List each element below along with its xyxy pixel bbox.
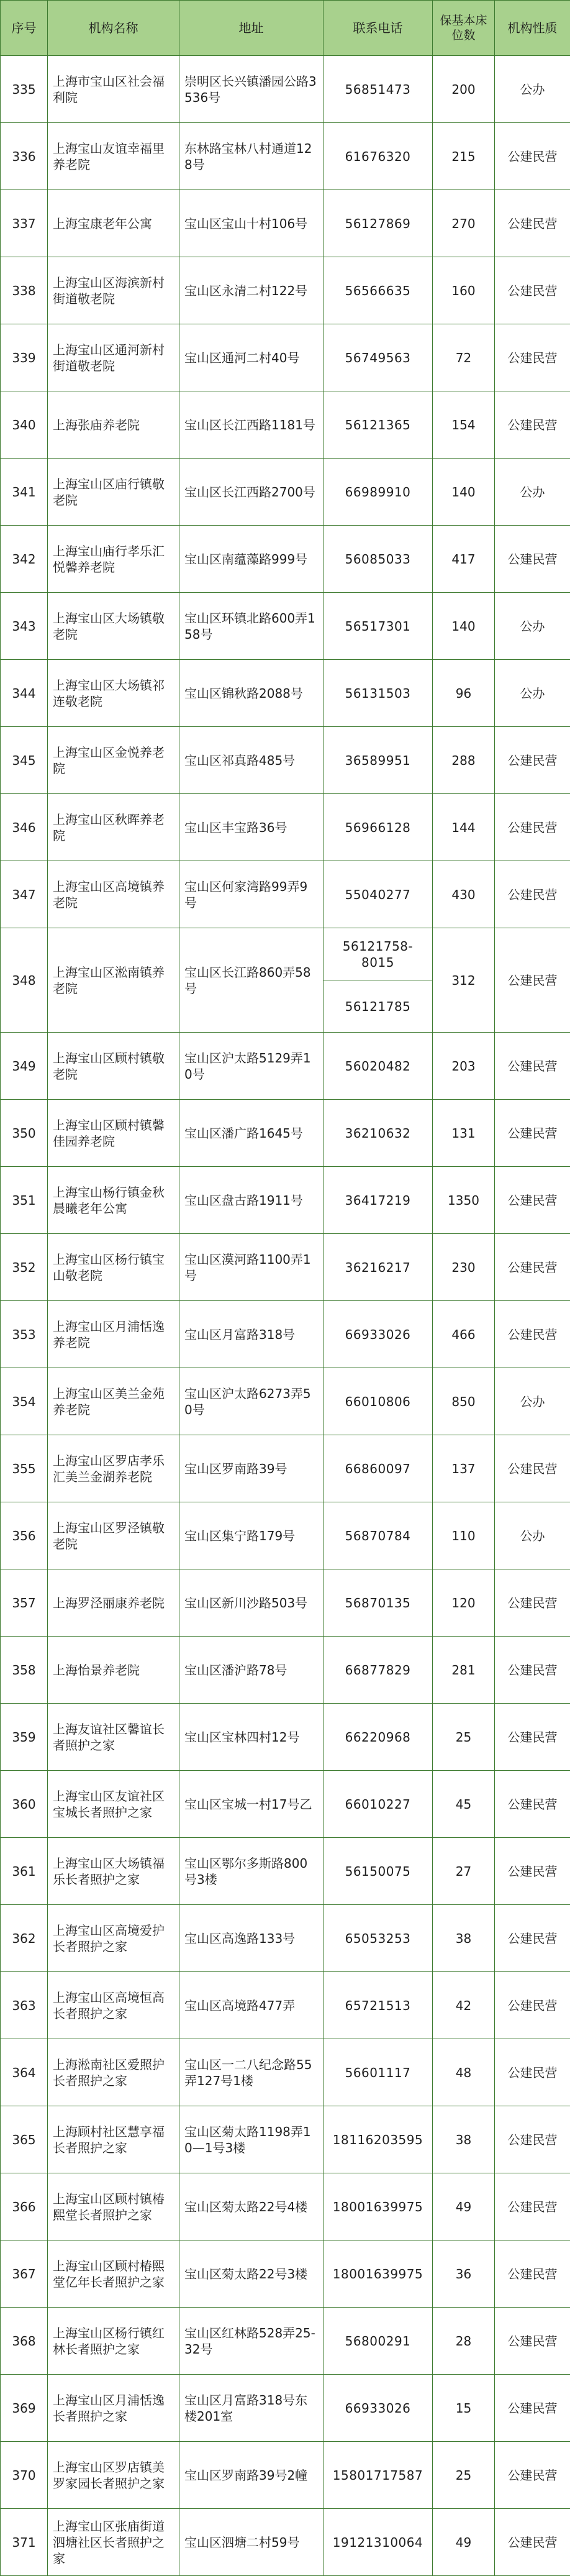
cell-beds: 42 [433, 1972, 495, 2039]
cell-no: 358 [1, 1637, 48, 1704]
cell-phone: 56870135 [323, 1569, 433, 1637]
cell-address: 宝山区集宁路179号 [179, 1502, 323, 1569]
cell-name: 上海宝山区通河新村街道敬老院 [48, 324, 179, 391]
cell-address: 宝山区环镇北路600弄158号 [179, 593, 323, 660]
header-phone: 联系电话 [323, 1, 433, 56]
cell-address: 宝山区新川沙路503号 [179, 1569, 323, 1637]
cell-phone: 56800291 [323, 2308, 433, 2375]
cell-name: 上海宝山区罗店镇美罗家园长者照护之家 [48, 2442, 179, 2509]
cell-beds: 417 [433, 526, 495, 593]
cell-phone: 56131503 [323, 660, 433, 727]
cell-name: 上海宝山区高境恒高长者照护之家 [48, 1972, 179, 2039]
cell-name: 上海张庙养老院 [48, 391, 179, 459]
cell-beds: 160 [433, 257, 495, 324]
cell-address: 宝山区长江路860弄58号 [179, 928, 323, 1033]
cell-address: 宝山区高境路477弄 [179, 1972, 323, 2039]
cell-name: 上海宝山庙行孝乐汇悦馨养老院 [48, 526, 179, 593]
cell-nature: 公建民营 [495, 2039, 570, 2106]
cell-address: 宝山区宝林四村12号 [179, 1704, 323, 1771]
cell-beds: 850 [433, 1368, 495, 1435]
cell-name: 上海友谊社区馨谊长者照护之家 [48, 1704, 179, 1771]
header-address: 地址 [179, 1, 323, 56]
cell-name: 上海宝山区高境爱护长者照护之家 [48, 1905, 179, 1972]
table-row [1, 1100, 570, 1167]
cell-name: 上海宝山区杨行镇宝山敬老院 [48, 1234, 179, 1301]
cell-name: 上海顾村社区慧享福长者照护之家 [48, 2106, 179, 2173]
cell-name: 上海宝山区顾村镇椿熙堂长者照护之家 [48, 2173, 179, 2240]
cell-name: 上海淞南社区爱照护长者照护之家 [48, 2039, 179, 2106]
cell-address: 宝山区通河二村40号 [179, 324, 323, 391]
cell-no: 367 [1, 2240, 48, 2308]
cell-beds: 288 [433, 727, 495, 794]
cell-name: 上海宝山区月浦恬逸长者照护之家 [48, 2375, 179, 2442]
cell-no: 340 [1, 391, 48, 459]
cell-nature: 公建民营 [495, 2442, 570, 2509]
cell-beds: 1350 [433, 1167, 495, 1234]
cell-nature: 公办 [495, 593, 570, 660]
table-row [1, 2039, 570, 2106]
cell-no: 338 [1, 257, 48, 324]
cell-nature: 公建民营 [495, 391, 570, 459]
table-row [1, 324, 570, 391]
cell-address: 宝山区月富路318号东楼201室 [179, 2375, 323, 2442]
cell-name: 上海宝山区友谊社区宝城长者照护之家 [48, 1771, 179, 1838]
cell-no: 369 [1, 2375, 48, 2442]
cell-beds: 15 [433, 2375, 495, 2442]
cell-beds: 36 [433, 2240, 495, 2308]
cell-beds: 48 [433, 2039, 495, 2106]
cell-address: 宝山区潘沪路78号 [179, 1637, 323, 1704]
cell-address: 宝山区宝山十村106号 [179, 190, 323, 257]
cell-nature: 公建民营 [495, 324, 570, 391]
table-row [1, 2308, 570, 2375]
cell-beds: 45 [433, 1771, 495, 1838]
cell-no: 345 [1, 727, 48, 794]
cell-phone: 56150075 [323, 1838, 433, 1905]
cell-phone: 56020482 [323, 1033, 433, 1100]
header-no: 序号 [1, 1, 48, 56]
cell-name: 上海宝山区淞南镇养老院 [48, 928, 179, 1033]
cell-address: 宝山区长江西路1181号 [179, 391, 323, 459]
cell-no: 371 [1, 2509, 48, 2576]
cell-phone: 56121365 [323, 391, 433, 459]
cell-address: 宝山区盘古路1911号 [179, 1167, 323, 1234]
cell-name: 上海宝山区秋晖养老院 [48, 794, 179, 861]
cell-name: 上海宝山区顾村镇敬老院 [48, 1033, 179, 1100]
cell-nature: 公建民营 [495, 1569, 570, 1637]
cell-phone: 56966128 [323, 794, 433, 861]
table-row [1, 1502, 570, 1569]
cell-address: 宝山区菊太路1198弄10—1号3楼 [179, 2106, 323, 2173]
table-row [1, 2509, 570, 2576]
cell-address: 宝山区南蕴藻路999号 [179, 526, 323, 593]
cell-beds: 154 [433, 391, 495, 459]
table-row [1, 794, 570, 861]
table-row [1, 727, 570, 794]
cell-address: 宝山区月富路318号 [179, 1301, 323, 1368]
cell-no: 370 [1, 2442, 48, 2509]
table-row [1, 56, 570, 123]
cell-no: 353 [1, 1301, 48, 1368]
cell-beds: 27 [433, 1838, 495, 1905]
cell-beds: 200 [433, 56, 495, 123]
cell-nature: 公建民营 [495, 190, 570, 257]
cell-phone: 36589951 [323, 727, 433, 794]
cell-nature: 公建民营 [495, 727, 570, 794]
cell-phone: 18001639975 [323, 2240, 433, 2308]
cell-nature: 公建民营 [495, 1637, 570, 1704]
cell-address: 宝山区罗南路39号2幢 [179, 2442, 323, 2509]
cell-name: 上海宝康老年公寓 [48, 190, 179, 257]
cell-nature: 公建民营 [495, 1033, 570, 1100]
cell-no: 356 [1, 1502, 48, 1569]
cell-address: 宝山区丰宝路36号 [179, 794, 323, 861]
table-row [1, 1033, 570, 1100]
cell-name: 上海罗泾丽康养老院 [48, 1569, 179, 1637]
cell-no: 361 [1, 1838, 48, 1905]
table-row [1, 190, 570, 257]
table-row [1, 2442, 570, 2509]
cell-nature: 公办 [495, 56, 570, 123]
cell-beds: 38 [433, 1905, 495, 1972]
cell-beds: 25 [433, 2442, 495, 2509]
cell-nature: 公建民营 [495, 1704, 570, 1771]
cell-no: 342 [1, 526, 48, 593]
cell-no: 366 [1, 2173, 48, 2240]
cell-beds: 28 [433, 2308, 495, 2375]
cell-name: 上海宝山区杨行镇红林长者照护之家 [48, 2308, 179, 2375]
cell-phone: 61676320 [323, 123, 433, 190]
table-row [1, 1637, 570, 1704]
cell-phone: 36417219 [323, 1167, 433, 1234]
cell-address: 宝山区锦秋路2088号 [179, 660, 323, 727]
cell-phone: 56851473 [323, 56, 433, 123]
cell-phone: 56566635 [323, 257, 433, 324]
table-row [1, 1234, 570, 1301]
cell-address: 宝山区菊太路22号4楼 [179, 2173, 323, 2240]
cell-nature: 公建民营 [495, 1301, 570, 1368]
cell-beds: 203 [433, 1033, 495, 1100]
cell-phone: 56517301 [323, 593, 433, 660]
table-row [1, 2106, 570, 2173]
cell-no: 368 [1, 2308, 48, 2375]
cell-nature: 公建民营 [495, 2308, 570, 2375]
cell-address: 崇明区长兴镇潘园公路3536号 [179, 56, 323, 123]
table-row [1, 660, 570, 727]
table-row [1, 391, 570, 459]
cell-no: 357 [1, 1569, 48, 1637]
table-row [1, 928, 570, 980]
cell-name: 上海宝山区月浦恬逸养老院 [48, 1301, 179, 1368]
cell-name: 上海宝山区金悦养老院 [48, 727, 179, 794]
cell-nature: 公建民营 [495, 1100, 570, 1167]
cell-name: 上海宝山区高境镇养老院 [48, 861, 179, 928]
cell-nature: 公建民营 [495, 1167, 570, 1234]
cell-name: 上海宝山友谊幸福里养老院 [48, 123, 179, 190]
table-row [1, 1167, 570, 1234]
cell-phone: 18116203595 [323, 2106, 433, 2173]
cell-address: 宝山区沪太路6273弄50号 [179, 1368, 323, 1435]
cell-beds: 38 [433, 2106, 495, 2173]
cell-nature: 公建民营 [495, 1905, 570, 1972]
cell-name: 上海怡景养老院 [48, 1637, 179, 1704]
cell-no: 336 [1, 123, 48, 190]
header-beds: 保基本床位数 [433, 1, 495, 56]
table-row [1, 1704, 570, 1771]
cell-phone: 66877829 [323, 1637, 433, 1704]
cell-nature: 公办 [495, 459, 570, 526]
cell-address: 宝山区漠河路1100弄1号 [179, 1234, 323, 1301]
table-row [1, 1435, 570, 1502]
cell-beds: 281 [433, 1637, 495, 1704]
cell-phone: 66010806 [323, 1368, 433, 1435]
cell-nature: 公建民营 [495, 861, 570, 928]
cell-nature: 公办 [495, 660, 570, 727]
table-row [1, 1771, 570, 1838]
cell-address: 宝山区长江西路2700号 [179, 459, 323, 526]
cell-phone: 66989910 [323, 459, 433, 526]
cell-beds: 230 [433, 1234, 495, 1301]
cell-phone: 66933026 [323, 2375, 433, 2442]
cell-phone: 36216217 [323, 1234, 433, 1301]
cell-name: 上海宝山区海滨新村街道敬老院 [48, 257, 179, 324]
table-row [1, 459, 570, 526]
cell-nature: 公建民营 [495, 1435, 570, 1502]
table-row [1, 526, 570, 593]
cell-phone: 56870784 [323, 1502, 433, 1569]
cell-name: 上海宝山杨行镇金秋晨曦老年公寓 [48, 1167, 179, 1234]
cell-beds: 137 [433, 1435, 495, 1502]
cell-no: 344 [1, 660, 48, 727]
table-row [1, 593, 570, 660]
cell-nature: 公建民营 [495, 123, 570, 190]
cell-no: 359 [1, 1704, 48, 1771]
cell-no: 363 [1, 1972, 48, 2039]
cell-phone: 15801717587 [323, 2442, 433, 2509]
cell-phone: 56749563 [323, 324, 433, 391]
cell-name: 上海宝山区顾村椿熙堂亿年长者照护之家 [48, 2240, 179, 2308]
cell-nature: 公建民营 [495, 2173, 570, 2240]
cell-phone: 19121310064 [323, 2509, 433, 2576]
cell-name: 上海宝山区张庙街道泗塘社区长者照护之家 [48, 2509, 179, 2576]
cell-phone: 56601117 [323, 2039, 433, 2106]
cell-address: 宝山区永清二村122号 [179, 257, 323, 324]
header-row [1, 1, 570, 56]
cell-beds: 110 [433, 1502, 495, 1569]
cell-address: 东林路宝林八村通道128号 [179, 123, 323, 190]
cell-beds: 49 [433, 2509, 495, 2576]
cell-phone: 65053253 [323, 1905, 433, 1972]
cell-name: 上海宝山区罗店孝乐汇美兰金湖养老院 [48, 1435, 179, 1502]
cell-no: 341 [1, 459, 48, 526]
cell-nature: 公建民营 [495, 1972, 570, 2039]
cell-nature: 公建民营 [495, 1234, 570, 1301]
table-row [1, 2240, 570, 2308]
cell-no: 360 [1, 1771, 48, 1838]
cell-phone: 66010227 [323, 1771, 433, 1838]
cell-no: 354 [1, 1368, 48, 1435]
table-row [1, 2375, 570, 2442]
cell-address: 宝山区罗南路39号 [179, 1435, 323, 1502]
cell-name: 上海宝山区顾村镇馨佳园养老院 [48, 1100, 179, 1167]
table-row [1, 861, 570, 928]
cell-phone-secondary: 56121785 [323, 980, 433, 1033]
cell-nature: 公办 [495, 1368, 570, 1435]
cell-no: 349 [1, 1033, 48, 1100]
cell-nature: 公建民营 [495, 2509, 570, 2576]
header-name: 机构名称 [48, 1, 179, 56]
cell-phone: 66860097 [323, 1435, 433, 1502]
cell-beds: 49 [433, 2173, 495, 2240]
cell-address: 宝山区菊太路22号3楼 [179, 2240, 323, 2308]
header-nature: 机构性质 [495, 1, 570, 56]
cell-beds: 312 [433, 928, 495, 1033]
cell-address: 宝山区一二八纪念路55弄127号1楼 [179, 2039, 323, 2106]
cell-phone: 66933026 [323, 1301, 433, 1368]
table-header [1, 1, 570, 56]
cell-beds: 25 [433, 1704, 495, 1771]
cell-no: 352 [1, 1234, 48, 1301]
cell-address: 宝山区高逸路133号 [179, 1905, 323, 1972]
cell-beds: 131 [433, 1100, 495, 1167]
cell-no: 364 [1, 2039, 48, 2106]
cell-nature: 公建民营 [495, 1771, 570, 1838]
cell-no: 335 [1, 56, 48, 123]
cell-no: 343 [1, 593, 48, 660]
cell-address: 宝山区祁真路485号 [179, 727, 323, 794]
cell-beds: 120 [433, 1569, 495, 1637]
table-row [1, 1301, 570, 1368]
cell-nature: 公办 [495, 1502, 570, 1569]
cell-nature: 公建民营 [495, 257, 570, 324]
cell-phone: 66220968 [323, 1704, 433, 1771]
table-row [1, 2173, 570, 2240]
cell-phone: 55040277 [323, 861, 433, 928]
cell-no: 350 [1, 1100, 48, 1167]
cell-nature: 公建民营 [495, 2240, 570, 2308]
table-row [1, 257, 570, 324]
cell-no: 337 [1, 190, 48, 257]
table-row [1, 123, 570, 190]
cell-phone: 36210632 [323, 1100, 433, 1167]
cell-address: 宝山区潘广路1645号 [179, 1100, 323, 1167]
cell-beds: 270 [433, 190, 495, 257]
cell-no: 346 [1, 794, 48, 861]
cell-nature: 公建民营 [495, 2375, 570, 2442]
cell-no: 339 [1, 324, 48, 391]
cell-no: 348 [1, 928, 48, 1033]
table-row [1, 1569, 570, 1637]
cell-beds: 140 [433, 459, 495, 526]
cell-beds: 430 [433, 861, 495, 928]
cell-name: 上海市宝山区社会福利院 [48, 56, 179, 123]
cell-name: 上海宝山区大场镇敬老院 [48, 593, 179, 660]
cell-name: 上海宝山区大场镇祁连敬老院 [48, 660, 179, 727]
cell-name: 上海宝山区庙行镇敬老院 [48, 459, 179, 526]
cell-phone: 56085033 [323, 526, 433, 593]
table-row [1, 1838, 570, 1905]
cell-nature: 公建民营 [495, 794, 570, 861]
cell-phone: 18001639975 [323, 2173, 433, 2240]
cell-address: 宝山区何家湾路99弄9号 [179, 861, 323, 928]
cell-beds: 140 [433, 593, 495, 660]
table-row [1, 1905, 570, 1972]
cell-nature: 公建民营 [495, 928, 570, 1033]
cell-phone: 65721513 [323, 1972, 433, 2039]
cell-address: 宝山区宝城一村17号乙 [179, 1771, 323, 1838]
cell-no: 351 [1, 1167, 48, 1234]
table-row [1, 1368, 570, 1435]
cell-name: 上海宝山区美兰金苑养老院 [48, 1368, 179, 1435]
cell-address: 宝山区沪太路5129弄10号 [179, 1033, 323, 1100]
cell-nature: 公建民营 [495, 1838, 570, 1905]
cell-no: 355 [1, 1435, 48, 1502]
cell-no: 347 [1, 861, 48, 928]
cell-beds: 96 [433, 660, 495, 727]
cell-address: 宝山区红林路528弄25-32号 [179, 2308, 323, 2375]
cell-address: 宝山区泗塘二村59号 [179, 2509, 323, 2576]
table-body [1, 56, 570, 2576]
cell-phone: 56127869 [323, 190, 433, 257]
cell-beds: 466 [433, 1301, 495, 1368]
cell-nature: 公建民营 [495, 526, 570, 593]
cell-no: 362 [1, 1905, 48, 1972]
cell-beds: 215 [433, 123, 495, 190]
cell-name: 上海宝山区大场镇福乐长者照护之家 [48, 1838, 179, 1905]
cell-no: 365 [1, 2106, 48, 2173]
cell-beds: 72 [433, 324, 495, 391]
cell-beds: 144 [433, 794, 495, 861]
cell-name: 上海宝山区罗泾镇敬老院 [48, 1502, 179, 1569]
cell-address: 宝山区鄂尔多斯路800号3楼 [179, 1838, 323, 1905]
cell-phone: 56121758-8015 [323, 928, 433, 980]
table-row [1, 1972, 570, 2039]
cell-nature: 公建民营 [495, 2106, 570, 2173]
